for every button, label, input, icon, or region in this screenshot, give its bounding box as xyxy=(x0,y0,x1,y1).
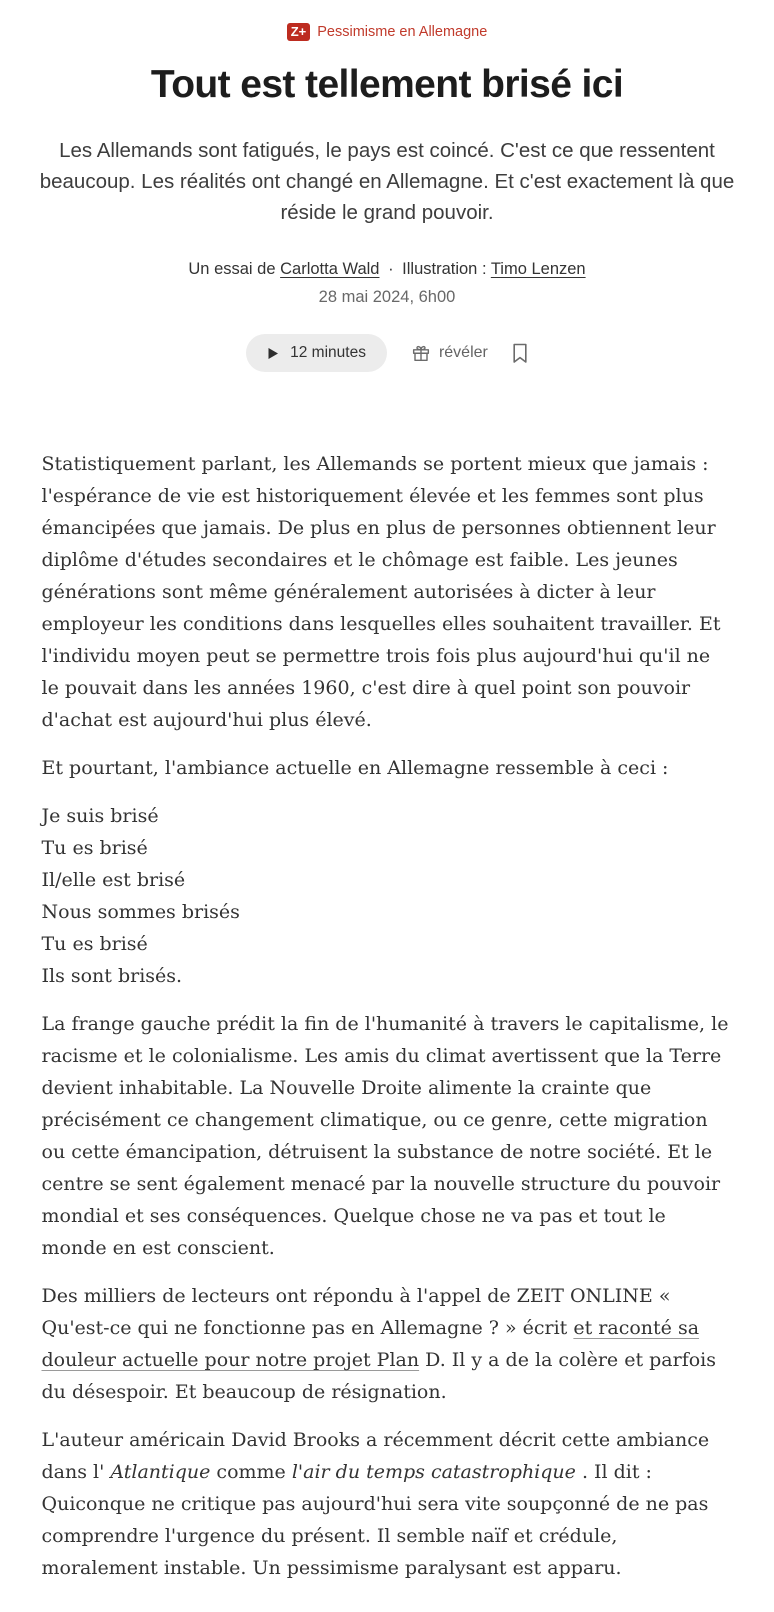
kicker xyxy=(0,22,774,42)
paragraph xyxy=(42,448,733,736)
listen-button[interactable] xyxy=(246,334,387,372)
bookmark-icon xyxy=(512,343,528,364)
paragraph xyxy=(42,1008,733,1264)
text-run: . Il dit : Quiconque ne critique pas aujourd'hui sera vite soupçonné de ne pas comprendre l'urgence du présent. Il semble naïf et crédule, moralement instable. Un pessimisme paralysant est apparu. xyxy=(41,1461,709,1579)
paragraph xyxy=(42,1280,733,1408)
text-run: Il/elle est brisé xyxy=(41,869,186,891)
text-run: Et pourtant, l'ambiance actuelle en Allemagne ressemble à ceci : xyxy=(41,757,669,779)
paragraph xyxy=(42,800,733,992)
byline xyxy=(0,259,774,280)
italic-text: Atlantique xyxy=(110,1461,211,1483)
illustration-label: Illustration : xyxy=(402,260,487,278)
listen-duration-label: 12 minutes xyxy=(290,344,366,361)
text-run: Statistiquement parlant, les Allemands se portent mieux que jamais : l'espérance de vie est historiquement élevée et les femmes sont plus émancipées que jamais. De plus en plus de personnes obtiennent leur diplôme d'études secondaires et le chômage est faible. Les jeunes générations sont même généralement autorisées à dicter à leur employeur les conditions dans lesquelles elles souhaitent travailler. Et l'individu moyen peut se permettre trois fois plus aujourd'hui qu'il ne le pouvait dans les années 1960, c'est dire à quel point son pouvoir d'achat est aujourd'hui plus élevé. xyxy=(41,453,721,731)
text-run: Ils sont brisés. xyxy=(41,965,183,987)
author-link[interactable]: Carlotta Wald xyxy=(280,260,380,278)
page-title: Tout est tellement brisé ici xyxy=(150,63,624,106)
article-body xyxy=(42,448,733,1584)
text-run: Tu es brisé xyxy=(41,933,148,955)
italic-text: l'air du temps catastrophique xyxy=(291,1461,576,1483)
gift-article-button[interactable] xyxy=(411,343,488,363)
text-run: Je suis brisé xyxy=(41,805,159,827)
text-run: Tu es brisé xyxy=(41,837,148,859)
text-run: D. Il y a de la colère et parfois du désespoir. Et beaucoup de résignation. xyxy=(41,1349,716,1403)
inline-link[interactable]: et raconté sa douleur actuelle pour notre projet Plan xyxy=(41,1317,700,1371)
text-run: Des milliers de lecteurs ont répondu à l'appel de ZEIT ONLINE « Qu'est-ce qui ne fonctionne pas en Allemagne ? » écrit xyxy=(41,1285,671,1339)
text-run: comme xyxy=(210,1461,292,1483)
byline-separator: · xyxy=(388,260,394,278)
paragraph xyxy=(42,1424,733,1584)
gift-icon xyxy=(411,343,431,363)
kicker-label[interactable]: Pessimisme en Allemagne xyxy=(317,24,488,40)
publication-date: 28 mai 2024, 6h00 xyxy=(318,288,456,306)
text-run: L'auteur américain David Brooks a récemment décrit cette ambiance dans l' xyxy=(41,1429,710,1483)
article-subtitle: Les Allemands sont fatigués, le pays est coincé. C'est ce que ressentent beaucoup. Les réalités ont changé en Allemagne. Et c'est exactement là que réside le grand pouvoir. xyxy=(39,139,735,224)
text-run: Nous sommes brisés xyxy=(41,901,240,923)
byline-prefix: Un essai de xyxy=(188,260,276,278)
zplus-badge: Z+ xyxy=(287,23,311,41)
article-header xyxy=(0,0,774,372)
play-icon xyxy=(267,347,279,360)
illustrator-link[interactable]: Timo Lenzen xyxy=(490,260,586,278)
action-bar xyxy=(0,334,774,372)
text-run: La frange gauche prédit la fin de l'humanité à travers le capitalisme, le racisme et le colonialisme. Les amis du climat avertissent que la Terre devient inhabitable. La Nouvelle Droite alimente la crainte que précisément ce changement climatique, ou ce genre, cette migration ou cette émancipation, détruisent la substance de notre société. Et le centre se sent également menacé par la nouvelle structure du pouvoir mondial et ses conséquences. Quelque chose ne va pas et tout le monde en est conscient. xyxy=(41,1013,729,1259)
bookmark-button[interactable] xyxy=(512,343,528,364)
gift-label: révéler xyxy=(438,344,488,361)
paragraph xyxy=(42,752,733,784)
